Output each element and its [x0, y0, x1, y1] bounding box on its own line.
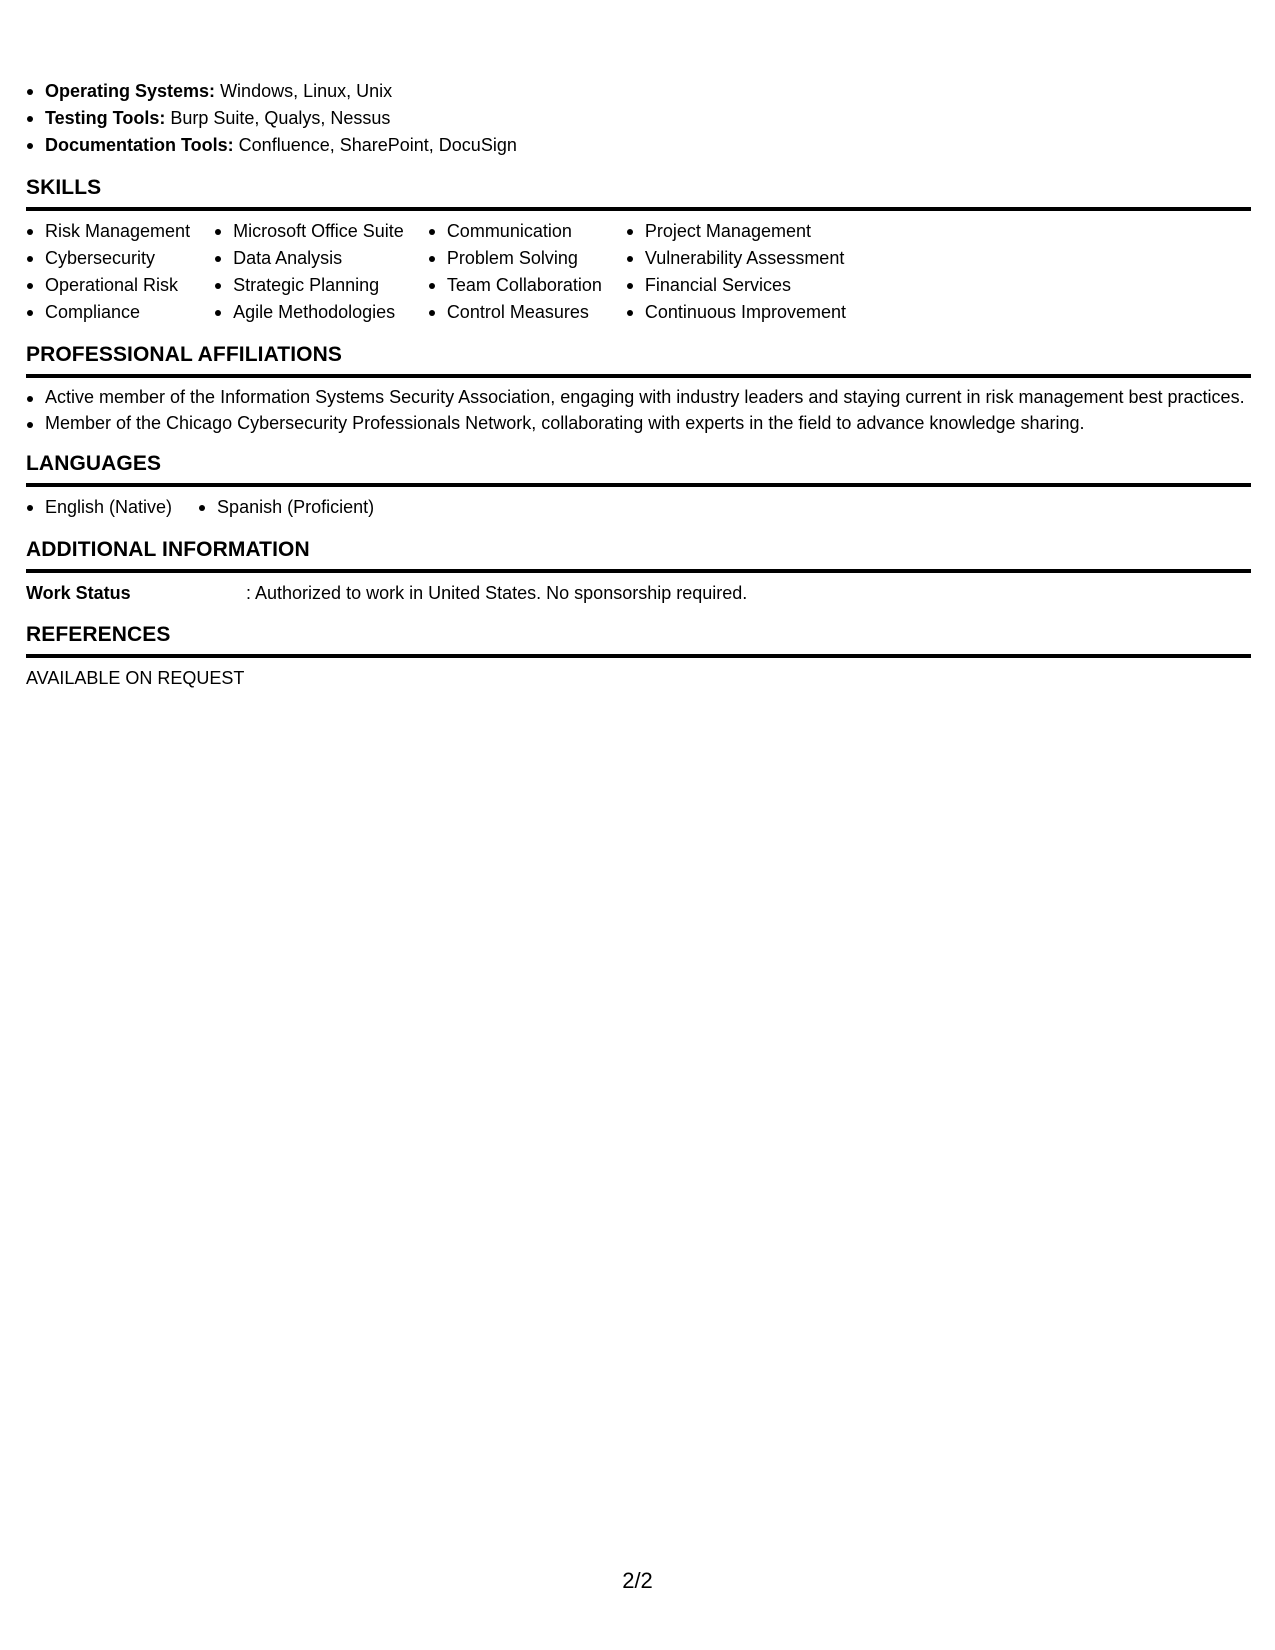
info-value: : Authorized to work in United States. No sponsorship required.: [246, 583, 748, 603]
list-item: Financial Services: [626, 272, 846, 299]
list-item: Agile Methodologies: [214, 299, 404, 326]
list-item: Spanish (Proficient): [198, 494, 374, 521]
item-value: Burp Suite, Qualys, Nessus: [165, 108, 391, 128]
page-number: 2/2: [622, 1568, 653, 1593]
list-item: Control Measures: [428, 299, 602, 326]
item-label: Testing Tools:: [45, 108, 166, 128]
technical-list: [26, 78, 1251, 159]
item-value: Windows, Linux, Unix: [215, 81, 393, 101]
additional-info-section: [26, 535, 1251, 606]
list-item: Communication: [428, 218, 602, 245]
list-item: Operational Risk: [26, 272, 190, 299]
list-item: Strategic Planning: [214, 272, 404, 299]
languages-list: [26, 494, 1251, 521]
affiliations-section: [26, 340, 1251, 435]
skills-section: [26, 173, 1251, 326]
section-title: REFERENCES: [26, 620, 1251, 658]
section-title: PROFESSIONAL AFFILIATIONS: [26, 340, 1251, 378]
list-item: Compliance: [26, 299, 190, 326]
item-value: Confluence, SharePoint, DocuSign: [233, 135, 517, 155]
skills-column: [428, 218, 602, 326]
list-item: Microsoft Office Suite: [214, 218, 404, 245]
list-item: Continuous Improvement: [626, 299, 846, 326]
list-item: English (Native): [26, 494, 172, 521]
skills-column: [214, 218, 404, 326]
additional-info-body: [26, 580, 1251, 606]
list-item: Problem Solving: [428, 245, 602, 272]
section-title: ADDITIONAL INFORMATION: [26, 535, 1251, 573]
list-item: [26, 105, 1251, 132]
affiliations-list: [26, 385, 1251, 435]
item-label: Operating Systems:: [45, 81, 216, 101]
list-item: Member of the Chicago Cybersecurity Professionals Network, collaborating with experts in the field to advance knowledge sharing.: [26, 411, 1251, 435]
skills-column: [626, 218, 846, 326]
list-item: [26, 132, 1251, 159]
list-item: Vulnerability Assessment: [626, 245, 846, 272]
list-item: Data Analysis: [214, 245, 404, 272]
section-title: SKILLS: [26, 173, 1251, 211]
list-item: Team Collaboration: [428, 272, 602, 299]
list-item: Cybersecurity: [26, 245, 190, 272]
info-key: Work Status: [26, 583, 131, 603]
info-row: [26, 580, 1251, 606]
list-item: Active member of the Information Systems Security Association, engaging with industry leaders and staying current in risk management best practices.: [26, 385, 1251, 409]
list-item: [26, 78, 1251, 105]
resume-page: [26, 78, 1251, 691]
list-item: Risk Management: [26, 218, 190, 245]
references-section: [26, 620, 1251, 691]
skills-column: [26, 218, 190, 326]
section-title: LANGUAGES: [26, 449, 1251, 487]
list-item: Project Management: [626, 218, 846, 245]
languages-section: [26, 449, 1251, 521]
item-label: Documentation Tools:: [45, 135, 234, 155]
references-text: AVAILABLE ON REQUEST: [26, 668, 245, 688]
skills-grid: [26, 218, 1251, 326]
